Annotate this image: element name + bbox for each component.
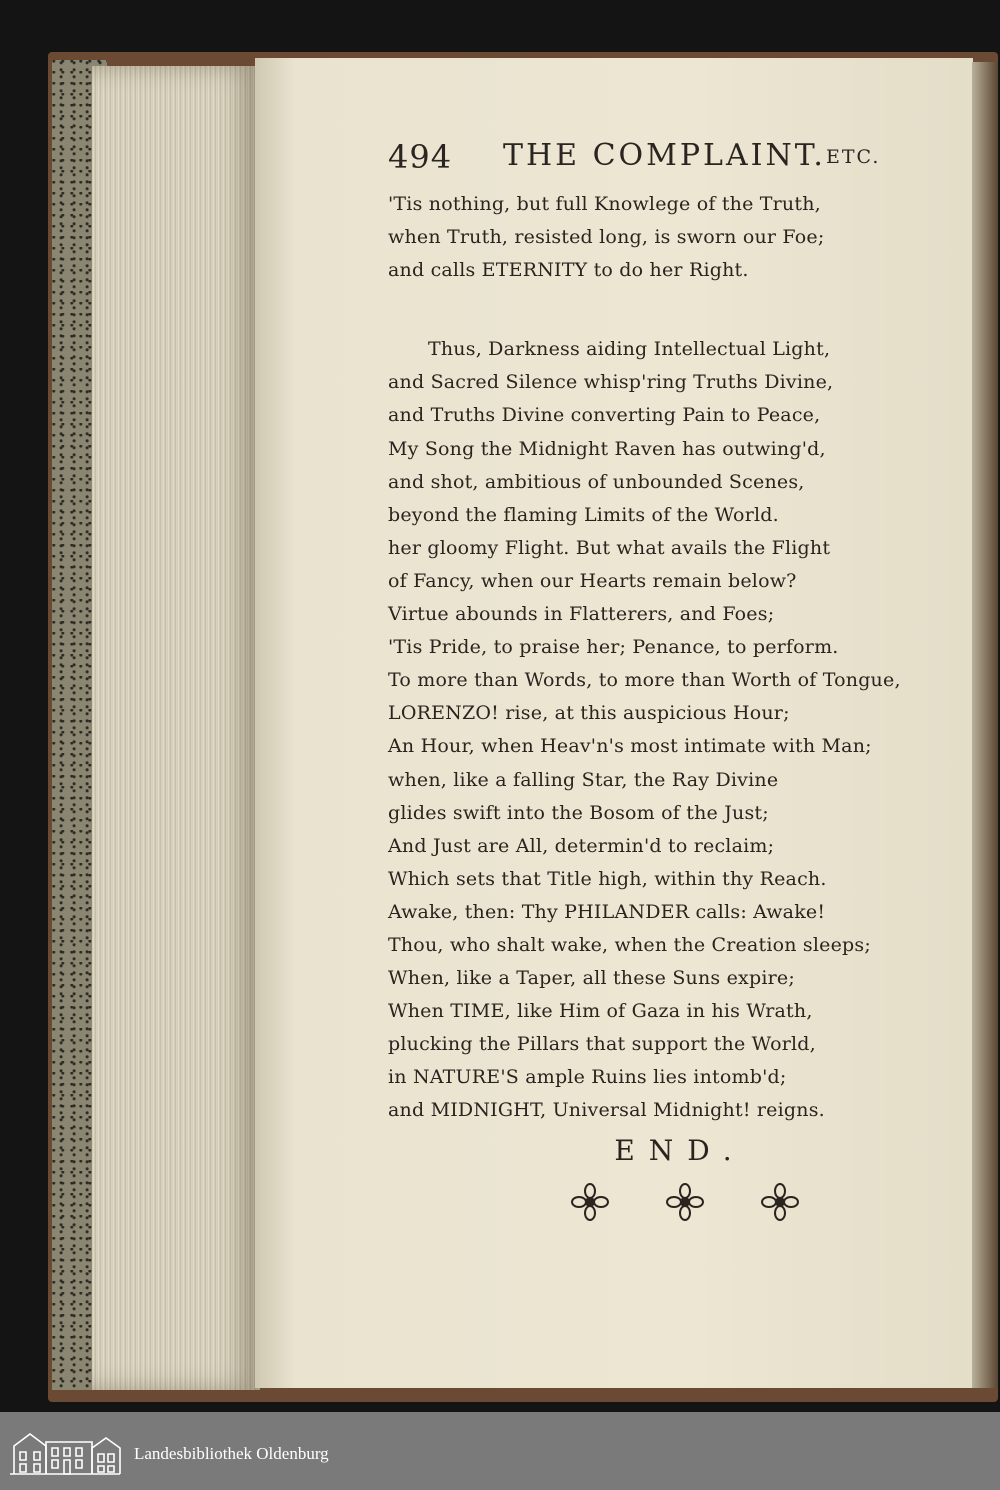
running-header xyxy=(388,138,908,182)
poem-line: glides swift into the Bosom of the Just; xyxy=(388,801,769,824)
poem-line: To more than Words, to more than Worth of Tongue, xyxy=(388,669,901,692)
running-title-suffix: ETC. xyxy=(826,146,881,168)
poem-line: 'Tis Pride, to praise her; Penance, to perform. xyxy=(388,636,839,659)
library-name: Landesbibliothek Oldenburg xyxy=(134,1444,329,1463)
poem-line: of Fancy, when our Hearts remain below? xyxy=(388,569,797,592)
stanza-gap xyxy=(388,287,948,333)
poem-line: plucking the Pillars that support the World, xyxy=(388,1033,816,1056)
poem-line: And Just are All, determin'd to reclaim; xyxy=(388,834,775,857)
poem-line: and calls ETERNITY to do her Right. xyxy=(388,259,749,282)
poem-line: LORENZO! rise, at this auspicious Hour; xyxy=(388,702,790,725)
poem-line: and Truths Divine converting Pain to Peace, xyxy=(388,404,821,427)
poem-line: An Hour, when Heav'n's most intimate with Man; xyxy=(388,735,872,758)
poem-line: and Sacred Silence whisp'ring Truths Divine, xyxy=(388,371,834,394)
library-building-icon xyxy=(8,1426,122,1476)
poem-line: Awake, then: Thy PHILANDER calls: Awake! xyxy=(388,900,826,923)
poem-line: 'Tis nothing, but full Knowlege of the Truth, xyxy=(388,193,821,215)
page-gutter-shadow xyxy=(972,62,998,1388)
poem-line: and shot, ambitious of unbounded Scenes, xyxy=(388,470,805,493)
page-edges xyxy=(92,66,260,1390)
flower-ornament-icon xyxy=(665,1182,705,1222)
poem-line: When TIME, like Him of Gaza in his Wrath, xyxy=(388,1000,813,1023)
page-number: 494 xyxy=(388,138,453,176)
running-title: THE COMPLAINT. xyxy=(503,138,826,173)
poem-line: when, like a falling Star, the Ray Divine xyxy=(388,768,779,791)
poem-line: Which sets that Title high, within thy Reach. xyxy=(388,867,827,890)
end-marker xyxy=(520,1134,840,1167)
library-footer-bar xyxy=(0,1412,1000,1490)
end-text: END. xyxy=(614,1134,746,1167)
poem-line: When, like a Taper, all these Suns expire; xyxy=(388,967,795,990)
poem-line: in NATURE'S ample Ruins lies intomb'd; xyxy=(388,1066,787,1089)
poem-line: Virtue abounds in Flatterers, and Foes; xyxy=(388,603,775,626)
ornament-row xyxy=(570,1182,800,1226)
flower-ornament-icon xyxy=(570,1182,610,1222)
poem-line: her gloomy Flight. But what avails the Flight xyxy=(388,536,831,559)
poem-line: when Truth, resisted long, is sworn our Foe; xyxy=(388,226,825,249)
poem-text xyxy=(388,188,948,1128)
flower-ornament-icon xyxy=(760,1182,800,1222)
poem-line: and MIDNIGHT, Universal Midnight! reigns. xyxy=(388,1099,825,1122)
poem-line: beyond the flaming Limits of the World. xyxy=(388,503,779,526)
poem-line: My Song the Midnight Raven has outwing'd, xyxy=(388,437,826,460)
poem-line: Thou, who shalt wake, when the Creation sleeps; xyxy=(388,933,871,956)
poem-line: Thus, Darkness aiding Intellectual Light, xyxy=(428,338,831,361)
